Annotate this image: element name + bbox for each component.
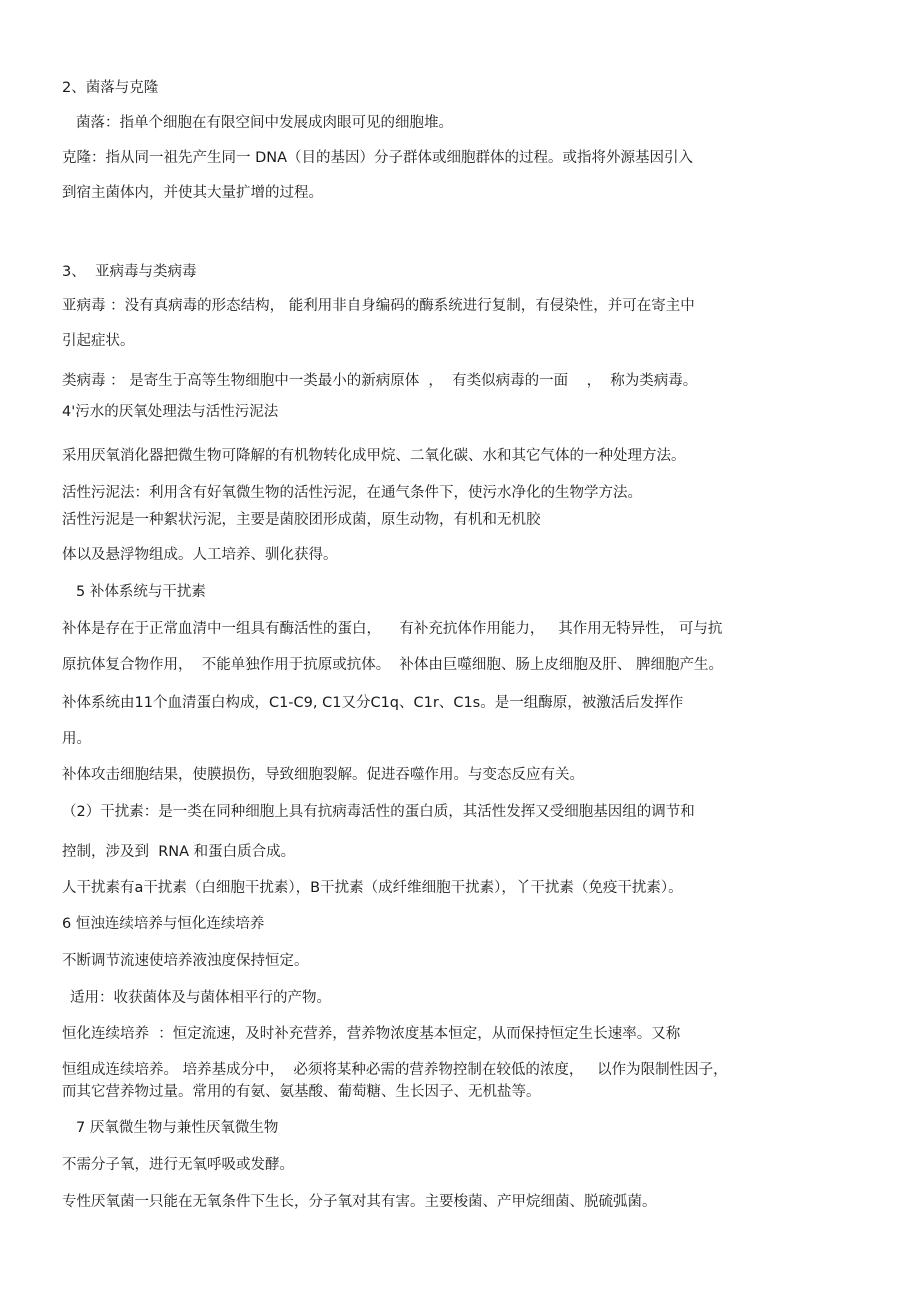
paragraph-line: 适用：收获菌体及与菌体相平行的产物。 (70, 990, 331, 1006)
paragraph-line: （2）干扰素：是一类在同种细胞上具有抗病毒活性的蛋白质，其活性发挥又受细胞基因组的调节和 (62, 804, 695, 820)
paragraph-line: 体以及悬浮物组成。人工培养、驯化获得。 (62, 547, 338, 563)
paragraph-line: 人干扰素有a干扰素（白细胞干扰素），B干扰素（成纤维细胞干扰素），丫干扰素（免疫干扰素）。 (62, 880, 683, 896)
paragraph-line: 控制，涉及到 RNA 和蛋白质合成。 (62, 844, 296, 860)
paragraph-line: 到宿主菌体内，并使其大量扩增的过程。 (62, 185, 323, 201)
paragraph-line: 克隆：指从同一祖先产生同一 DNA（目的基因）分子群体或细胞群体的过程。或指将外源基因引入 (62, 150, 694, 166)
paragraph-line: 菌落：指单个细胞在有限空间中发展成肉眼可见的细胞堆。 (76, 115, 453, 131)
paragraph-line: 补体系统由11个血清蛋白构成，C1-C9, C1又分C1q、C1r、C1s。是一组酶原，被激活后发挥作 (62, 695, 684, 711)
paragraph-line: 类病毒 ： 是寄生于高等生物细胞中一类最小的新病原体 ， 有类似病毒的一面 ， 称为类病毒。 (62, 373, 698, 389)
heading-sewage-treatment: 4'污水的厌氧处理法与活性污泥法 (62, 404, 279, 420)
paragraph-line: 原抗体复合物作用， 不能单独作用于抗原或抗体。 补体由巨噬细胞、肠上皮细胞及肝、 脾细胞产生。 (62, 657, 724, 673)
paragraph-line: 而其它营养物过量。常用的有氨、氨基酸、葡萄糖、生长因子、无机盐等。 (62, 1084, 541, 1100)
paragraph-line: 亚病毒 ：没有真病毒的形态结构， 能利用非自身编码的酶系统进行复制，有侵染性，并可在寄主中 (62, 298, 695, 314)
heading-continuous-culture: 6 恒浊连续培养与恒化连续培养 (62, 916, 265, 932)
paragraph-line: 活性污泥法：利用含有好氧微生物的活性污泥，在通气条件下，使污水净化的生物学方法。 (62, 485, 642, 501)
heading-colony-clone: 2、菌落与克隆 (62, 80, 159, 96)
paragraph-line: 活性污泥是一种絮状污泥，主要是菌胶团形成菌，原生动物，有机和无机胶 (62, 512, 541, 528)
heading-complement-interferon: 5 补体系统与干扰素 (76, 584, 206, 600)
paragraph-line: 补体是存在于正常血清中一组具有酶活性的蛋白， 有补充抗体作用能力， 其作用无特异性， 可与抗 (62, 621, 723, 637)
paragraph-line: 专性厌氧菌一只能在无氧条件下生长，分子氧对其有害。主要梭菌、产甲烷细菌、脱硫弧菌。 (62, 1194, 657, 1210)
paragraph-line: 引起症状。 (62, 333, 135, 349)
paragraph-line: 不需分子氧，进行无氧呼吸或发酵。 (62, 1157, 294, 1173)
paragraph-line: 恒化连续培养 ：恒定流速，及时补充营养，营养物浓度基本恒定，从而保持恒定生长速率。又称 (62, 1026, 681, 1042)
paragraph-line: 恒组成连续培养。 培养基成分中， 必须将某种必需的营养物控制在较低的浓度， 以作为限制性因子， (62, 1062, 728, 1078)
heading-subvirus-viroid: 3、 亚病毒与类病毒 (62, 264, 197, 280)
paragraph-line: 不断调节流速使培养液浊度保持恒定。 (62, 953, 309, 969)
paragraph-line: 采用厌氧消化器把微生物可降解的有机物转化成甲烷、二氧化碳、水和其它气体的一种处理方法。 (62, 448, 686, 464)
heading-anaerobes: 7 厌氧微生物与兼性厌氧微生物 (76, 1120, 279, 1136)
paragraph-line: 用。 (62, 731, 91, 747)
paragraph-line: 补体攻击细胞结果，使膜损伤，导致细胞裂解。促进吞噬作用。与变态反应有关。 (62, 767, 584, 783)
